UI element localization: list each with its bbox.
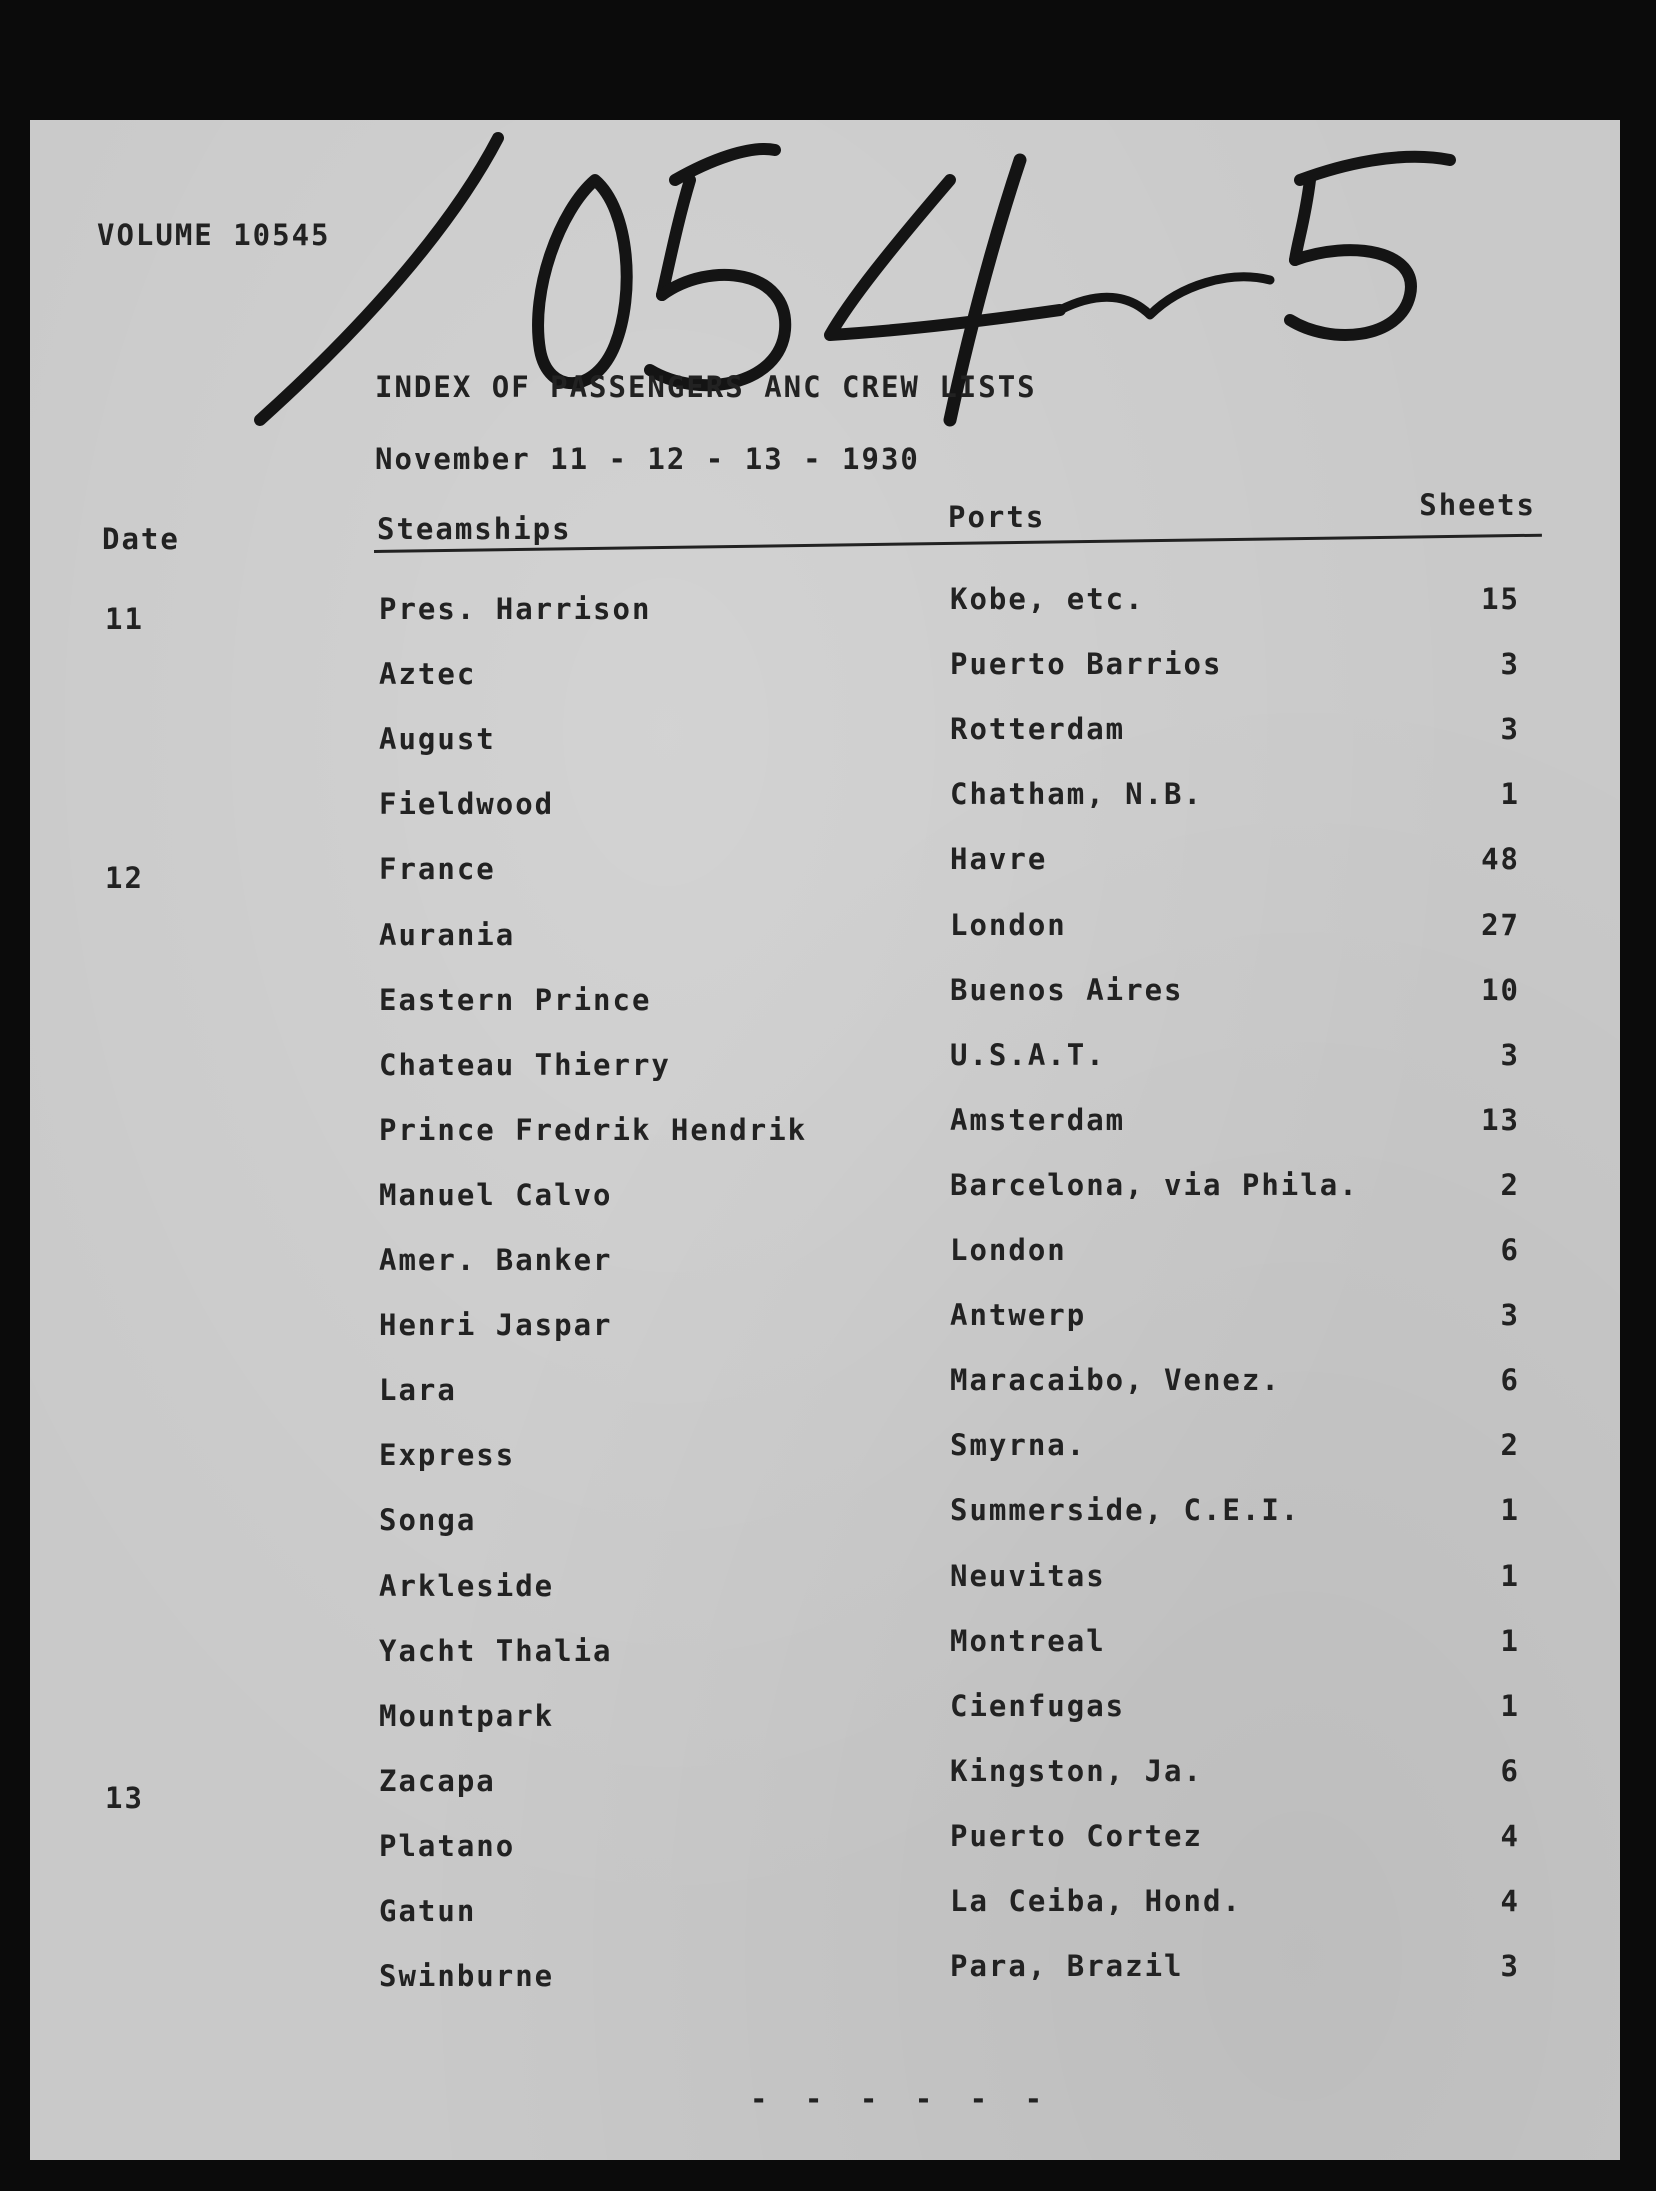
row-port: Barcelona, via Phila. — [950, 1167, 1359, 1202]
row-port: Kingston, Ja. — [950, 1753, 1203, 1788]
row-sheets: 48 — [1481, 842, 1520, 877]
row-steamship: Pres. Harrison — [379, 592, 652, 626]
row-steamship: Platano — [379, 1828, 516, 1863]
table-row — [30, 647, 1620, 706]
table-row — [30, 1298, 1620, 1363]
row-date: 12 — [105, 860, 144, 895]
row-steamship: Fieldwood — [379, 787, 555, 822]
row-steamship: Express — [379, 1438, 516, 1473]
table-row — [30, 1753, 1620, 1823]
row-port: U.S.A.T. — [950, 1037, 1106, 1072]
row-steamship: Amer. Banker — [379, 1243, 613, 1277]
row-port: Neuvitas — [950, 1558, 1106, 1593]
row-sheets: 6 — [1500, 1363, 1520, 1398]
row-port: Puerto Cortez — [950, 1818, 1203, 1853]
row-sheets: 13 — [1481, 1102, 1520, 1137]
column-header-sheets: Sheets — [1419, 488, 1536, 522]
table-row — [30, 1688, 1620, 1757]
row-port: Kobe, etc. — [950, 582, 1145, 616]
row-port: Maracaibo, Venez. — [950, 1363, 1281, 1398]
volume-label: VOLUME 10545 — [97, 218, 331, 252]
row-port: Rotterdam — [950, 712, 1126, 747]
row-port: Montreal — [950, 1623, 1106, 1658]
table-row — [30, 1949, 1620, 2020]
table-row — [30, 972, 1620, 1034]
table-row — [30, 1558, 1620, 1626]
row-steamship: Chateau Thierry — [379, 1047, 671, 1082]
row-sheets: 15 — [1481, 582, 1520, 616]
row-port: Summerside, C.E.I. — [950, 1493, 1301, 1528]
row-port: London — [950, 1233, 1067, 1267]
row-sheets: 1 — [1500, 1688, 1520, 1723]
table-row — [30, 1623, 1620, 1691]
row-sheets: 2 — [1500, 1167, 1520, 1202]
row-port: London — [950, 907, 1067, 942]
row-steamship: Zacapa — [379, 1763, 496, 1798]
table-row — [30, 1884, 1620, 1954]
row-steamship: Mountpark — [379, 1698, 555, 1733]
row-sheets: 3 — [1500, 712, 1520, 747]
row-port: Cienfugas — [950, 1688, 1126, 1723]
row-sheets: 4 — [1500, 1884, 1520, 1918]
row-port: Amsterdam — [950, 1102, 1126, 1137]
row-sheets: 10 — [1481, 972, 1520, 1007]
row-port: La Ceiba, Hond. — [950, 1884, 1242, 1918]
row-sheets: 3 — [1500, 1949, 1520, 1984]
row-date: 11 — [105, 602, 144, 636]
table-row — [30, 1037, 1620, 1100]
table-row — [30, 582, 1620, 640]
end-mark: - - - - - - — [750, 2082, 1053, 2116]
row-steamship: Songa — [379, 1503, 477, 1538]
row-steamship: Prince Fredrik Hendrik — [379, 1112, 808, 1147]
table-row — [30, 1233, 1620, 1297]
document-page — [30, 120, 1620, 2160]
table-row — [30, 1493, 1620, 1560]
row-port: Chatham, N.B. — [950, 777, 1203, 812]
row-steamship: Arkleside — [379, 1568, 555, 1603]
row-steamship: Henri Jaspar — [379, 1308, 613, 1343]
table-row — [30, 1818, 1620, 1888]
row-sheets: 1 — [1500, 1493, 1520, 1528]
row-date: 13 — [105, 1780, 144, 1815]
row-steamship: Gatun — [379, 1894, 477, 1928]
row-steamship: France — [379, 852, 496, 887]
row-port: Smyrna. — [950, 1428, 1087, 1463]
row-steamship: August — [379, 722, 496, 757]
row-steamship: Manuel Calvo — [379, 1177, 613, 1212]
document-title: INDEX OF PASSENGERS ANC CREW LISTS — [375, 370, 1037, 404]
row-steamship: Yacht Thalia — [379, 1633, 613, 1668]
row-sheets: 3 — [1500, 1037, 1520, 1072]
document-dates: November 11 - 12 - 13 - 1930 — [375, 442, 920, 476]
table-row — [30, 712, 1620, 771]
row-sheets: 3 — [1500, 1298, 1520, 1333]
row-sheets: 4 — [1500, 1818, 1520, 1853]
row-sheets: 2 — [1500, 1428, 1520, 1463]
table-row — [30, 1102, 1620, 1166]
row-sheets: 6 — [1500, 1233, 1520, 1267]
row-steamship: Eastern Prince — [379, 982, 652, 1017]
column-header-steamships: Steamships — [377, 512, 572, 546]
row-sheets: 27 — [1481, 907, 1520, 942]
row-sheets: 1 — [1500, 777, 1520, 812]
table-row — [30, 842, 1620, 903]
table-row — [30, 1428, 1620, 1494]
row-steamship: Lara — [379, 1373, 457, 1408]
table-row — [30, 1363, 1620, 1428]
table-row — [30, 777, 1620, 837]
row-sheets: 1 — [1500, 1623, 1520, 1658]
row-port: Havre — [950, 842, 1048, 877]
table-row — [30, 907, 1620, 969]
row-steamship: Swinburne — [379, 1959, 555, 1994]
column-header-date: Date — [102, 522, 180, 556]
row-steamship: Aurania — [379, 917, 516, 952]
row-port: Buenos Aires — [950, 972, 1184, 1007]
row-sheets: 1 — [1500, 1558, 1520, 1593]
row-sheets: 6 — [1500, 1753, 1520, 1788]
row-port: Puerto Barrios — [950, 647, 1223, 682]
row-sheets: 3 — [1500, 647, 1520, 682]
table-row — [30, 1167, 1620, 1231]
column-header-ports: Ports — [948, 500, 1046, 534]
row-port: Para, Brazil — [950, 1949, 1184, 1984]
row-port: Antwerp — [950, 1298, 1087, 1333]
row-steamship: Aztec — [379, 657, 477, 692]
